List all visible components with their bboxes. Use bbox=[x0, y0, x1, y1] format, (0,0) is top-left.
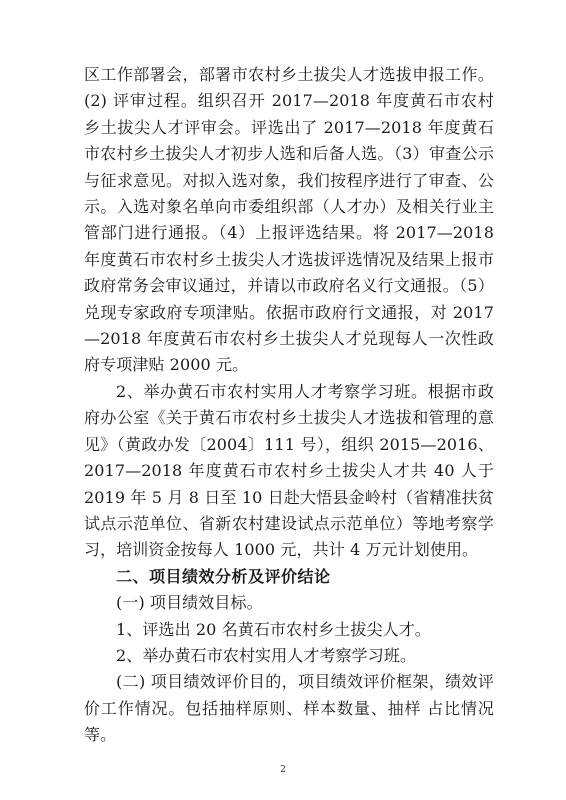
page-number: 2 bbox=[280, 765, 286, 775]
paragraph-selection-process: 区工作部署会，部署市农村乡土拔尖人才选拔申报工作。(2) 评审过程。组织召开 2017—2018 年度黄石市农村乡土拔尖人才评审会。评选出了 2017—2018 年度黄石市农村乡土拔尖人才初步人选和后备人选。（3）审查公示与征求意见。对拟入选对象，我们按程序进行了审查、公示。入选对象名单向市委组织部（人才办）及相关行业主管部门进行通报。（4）上报评选结果。将 2017—2018 年度黄石市农村乡土拔尖人才选拔评选情况及结果上报市政府常务会审议通过，并请以市政府名义行文通报。（5）兑现专家政府专项津贴。依据市政府行文通报，对 2017—2018 年度黄石市农村乡土拔尖人才兑现每人一次性政府专项津贴 2000 元。 bbox=[84, 65, 494, 375]
document-body bbox=[84, 62, 494, 749]
subsection-heading-goals: (一) 项目绩效目标。 bbox=[116, 593, 263, 613]
paragraph-study-class: 2、举办黄石市农村实用人才考察学习班。根据市政府办公室《关于黄石市农村乡土拔尖人才选拔和管理的意见》（黄政办发〔2004〕111 号），组织 2015—2016、2017—2018 年度黄石市农村乡土拔尖人才共 40 人于 2019 年 5 月 8 日至 10 日赴大悟县金岭村（省精准扶贫试点示范单位、省新农村建设试点示范单位）等地考察学习，培训资金按每人 1000 元，共计 4 万元计划使用。 bbox=[84, 381, 494, 560]
list-item-goal-2: 2、举办黄石市农村实用人才考察学习班。 bbox=[116, 645, 417, 665]
section-heading-performance-analysis: 二、项目绩效分析及评价结论 bbox=[116, 566, 331, 586]
subsection-heading-evaluation-purpose: (二) 项目绩效评价目的，项目绩效评价框架，绩效评价工作情况。包括抽样原则、样本数量、抽样 占比情况等。 bbox=[84, 672, 494, 745]
list-item-goal-1: 1、评选出 20 名黄石市农村乡土拔尖人才。 bbox=[116, 619, 431, 639]
